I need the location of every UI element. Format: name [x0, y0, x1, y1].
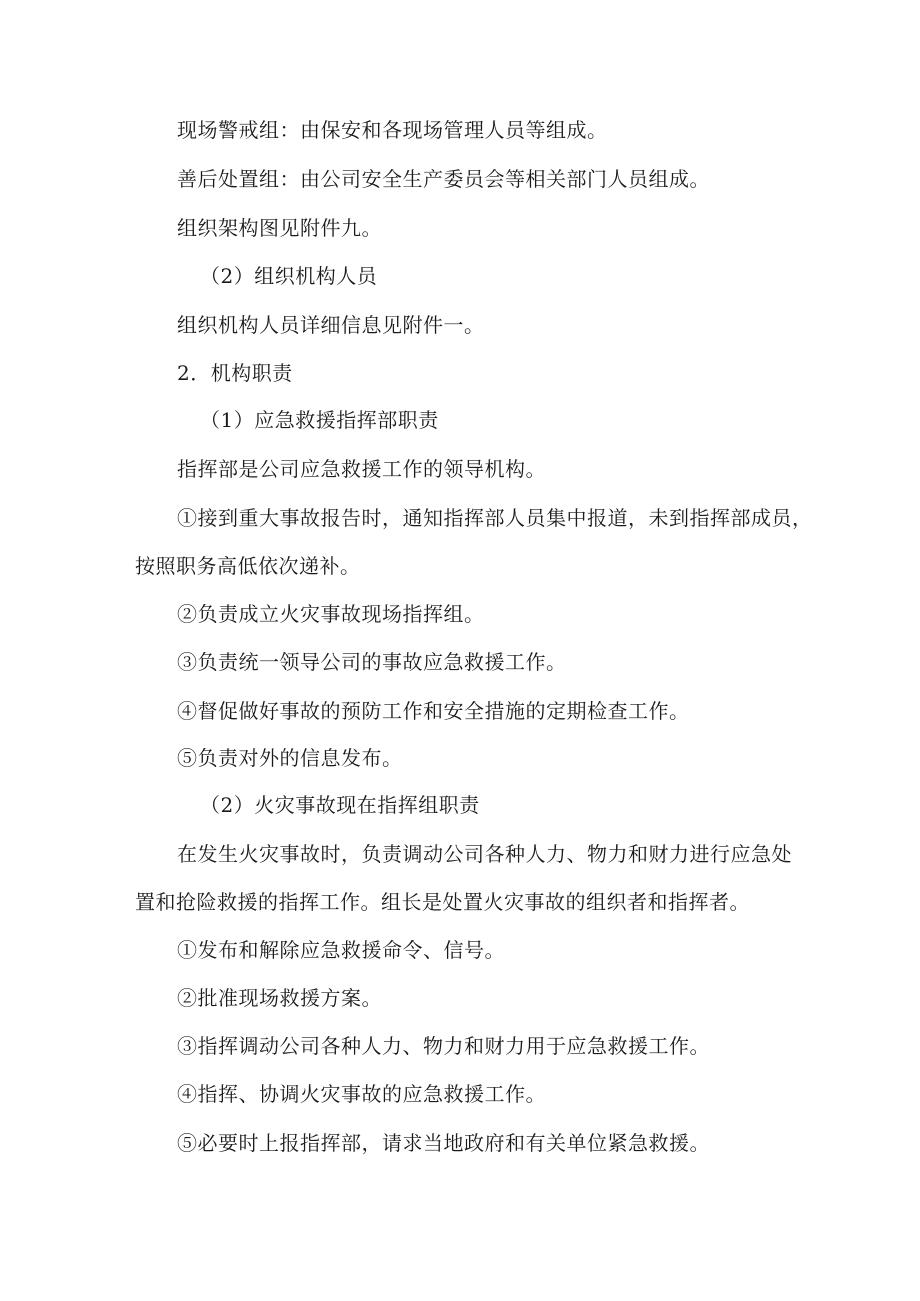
section-heading: （2）火灾事故现在指挥组职责	[200, 793, 480, 817]
text-line: 组织机构人员详细信息见附件一。	[177, 313, 485, 337]
text-line: 置和抢险救援的指挥工作。组长是处置火灾事故的组织者和指挥者。	[135, 890, 750, 914]
text-line: ①接到重大事故报告时，通知指挥部人员集中报道，未到指挥部成员，	[177, 506, 813, 530]
text-line: ⑤必要时上报指挥部，请求当地政府和有关单位紧急救援。	[177, 1131, 710, 1155]
text-line: 按照职务高低依次递补。	[135, 554, 361, 578]
text-line: ②批准现场救援方案。	[177, 986, 382, 1010]
text-line: 在发生火灾事故时，负责调动公司各种人力、物力和财力进行应急处	[177, 842, 792, 866]
text-line: 指挥部是公司应急救援工作的领导机构。	[177, 457, 546, 481]
text-line: 组织架构图见附件九。	[177, 216, 382, 240]
text-line: ④指挥、协调火灾事故的应急救援工作。	[177, 1082, 546, 1106]
text-line: ⑤负责对外的信息发布。	[177, 746, 403, 770]
text-line: 现场警戒组：由保安和各现场管理人员等组成。	[177, 118, 608, 142]
section-heading: （1）应急救援指挥部职责	[200, 408, 439, 432]
text-line: ④督促做好事故的预防工作和安全措施的定期检查工作。	[177, 699, 690, 723]
text-line: ②负责成立火灾事故现场指挥组。	[177, 602, 485, 626]
text-line: ③负责统一领导公司的事故应急救援工作。	[177, 650, 567, 674]
text-line: 善后处置组：由公司安全生产委员会等相关部门人员组成。	[177, 167, 710, 191]
section-heading: 2．机构职责	[177, 361, 293, 385]
text-line: ①发布和解除应急救援命令、信号。	[177, 938, 505, 962]
section-heading: （2）组织机构人员	[200, 264, 378, 288]
text-line: ③指挥调动公司各种人力、物力和财力用于应急救援工作。	[177, 1034, 710, 1058]
